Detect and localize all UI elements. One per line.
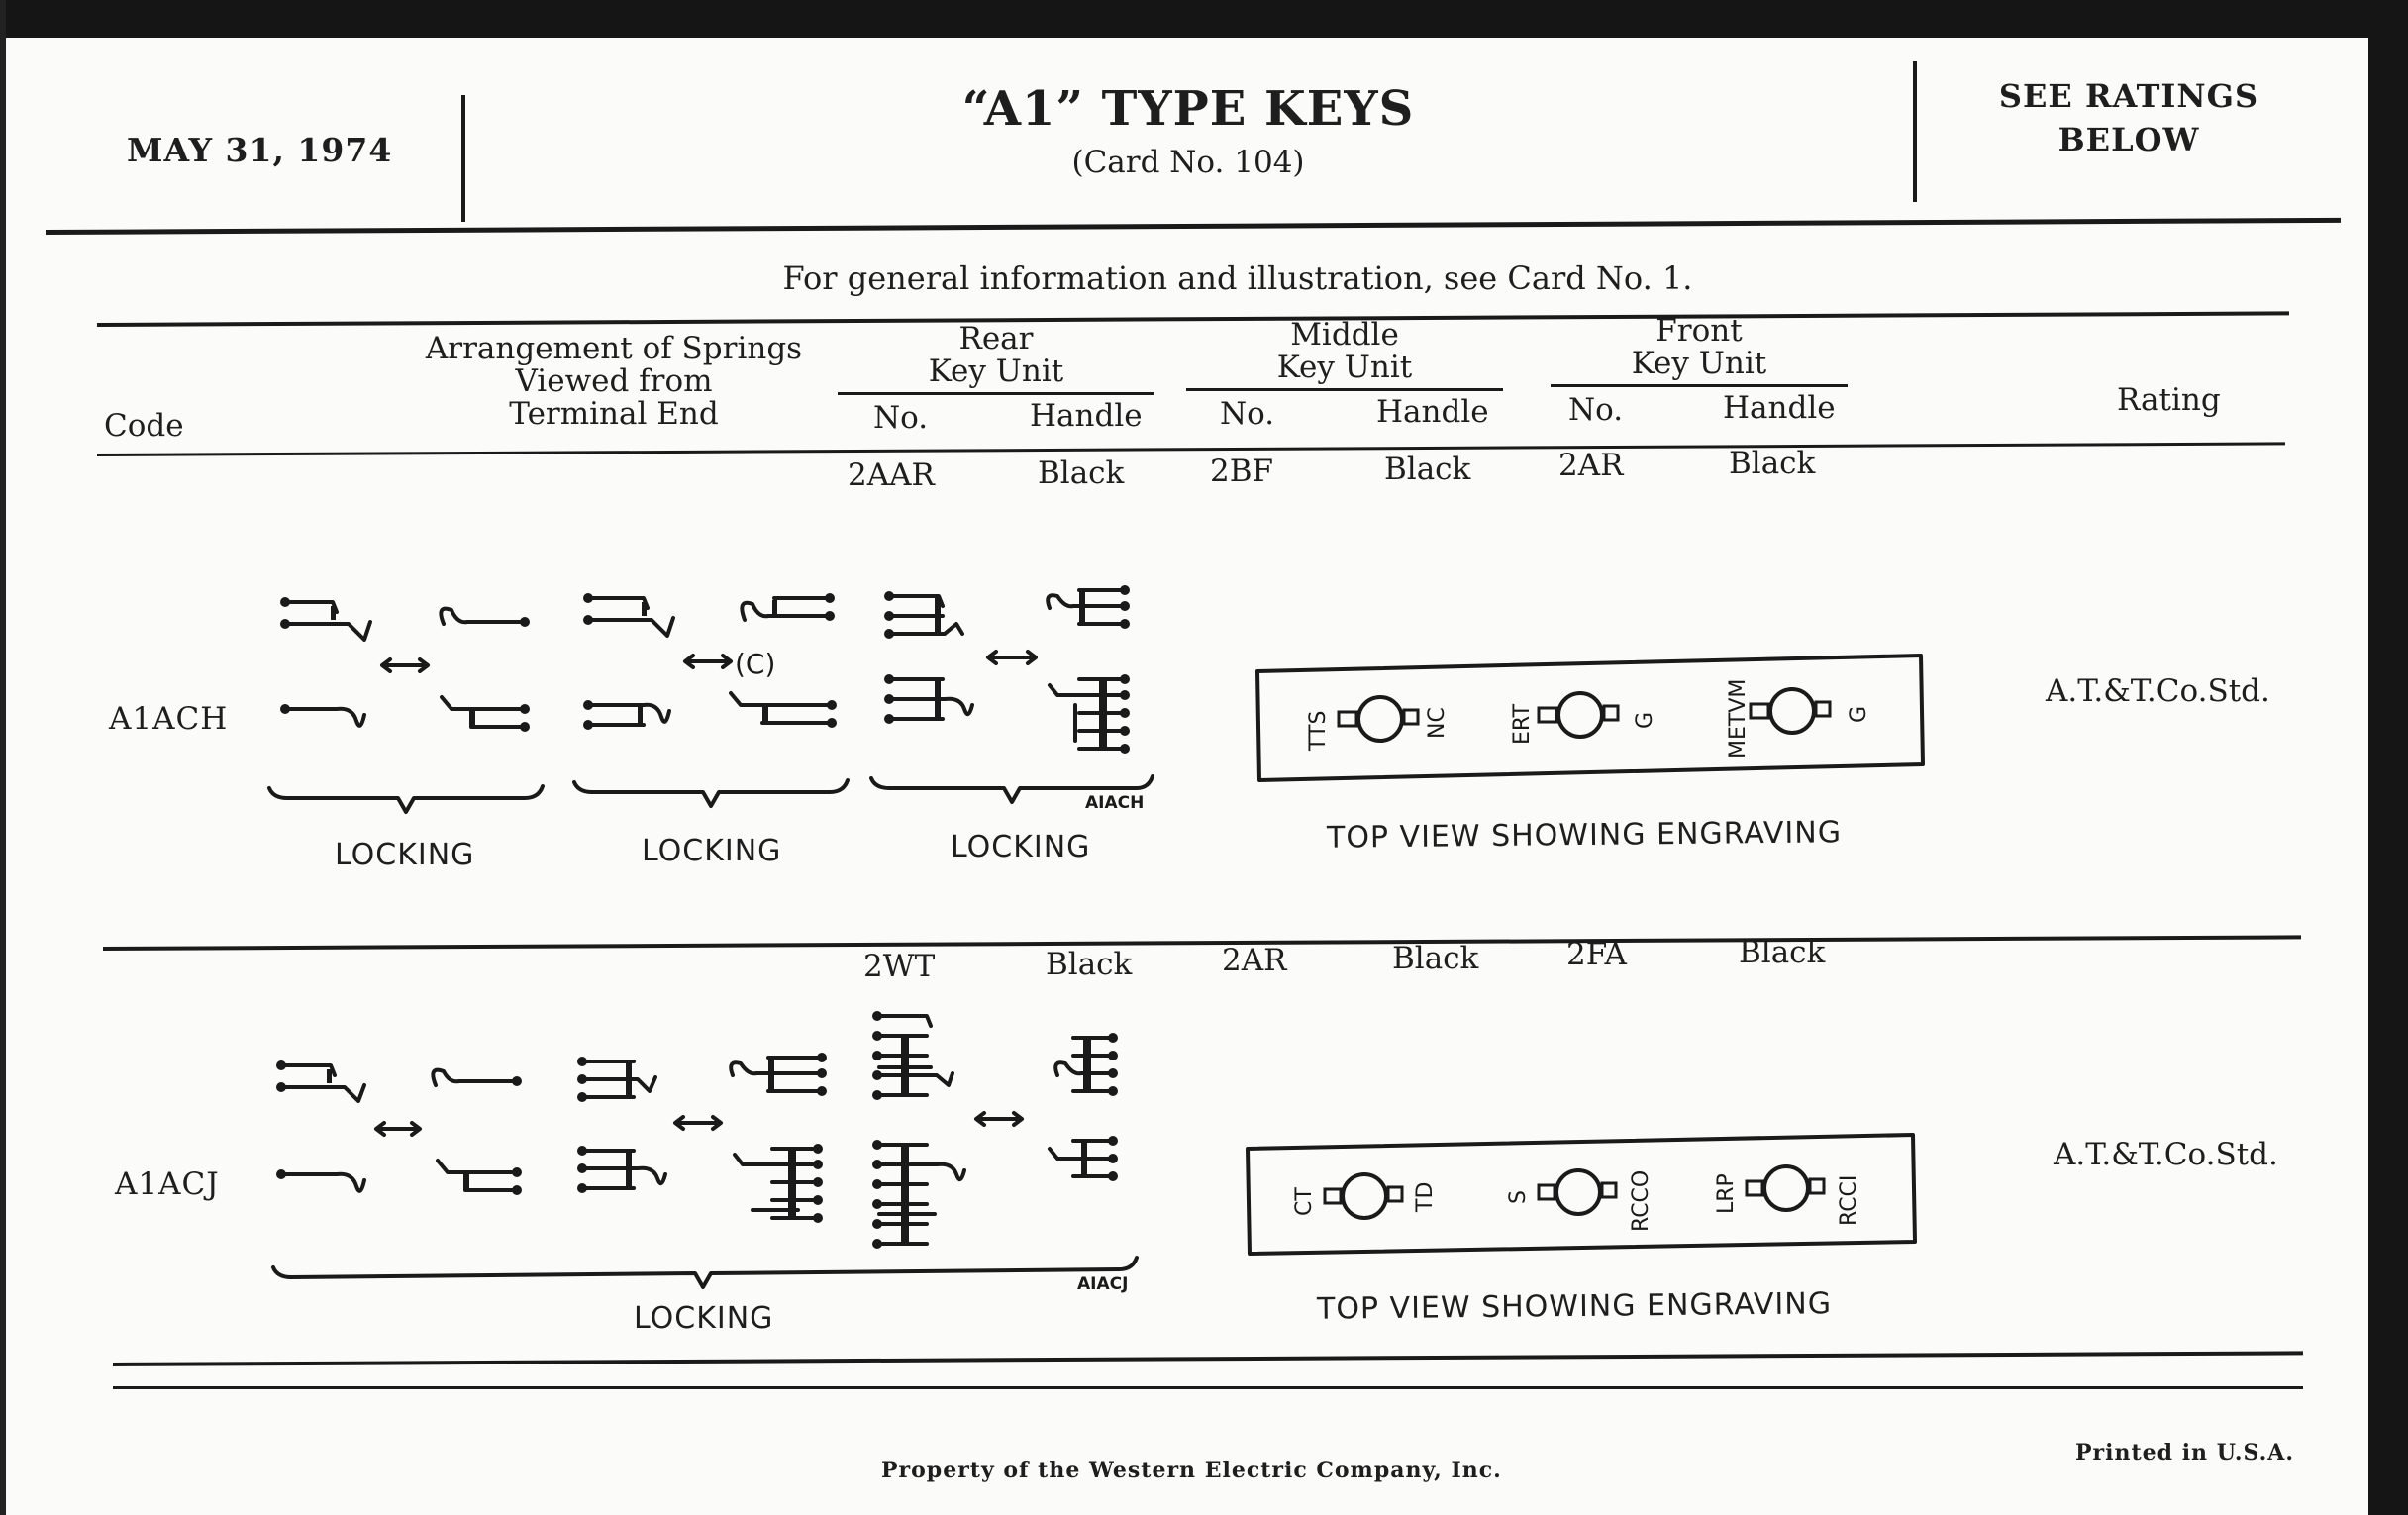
col-middle-line1: Middle: [1290, 317, 1399, 353]
bottom-rule: [113, 1386, 2303, 1389]
col-front-line2: Key Unit: [1631, 346, 1767, 381]
row2-code: A1ACJ: [115, 1166, 220, 1202]
row1-locking-1: LOCKING: [335, 838, 475, 872]
row2-middle-handle: Black: [1392, 941, 1479, 976]
col-arrangement-line2: Viewed from: [515, 363, 713, 399]
rear-handle-heading: Handle: [1030, 398, 1143, 434]
row2-middle-no: 2AR: [1222, 943, 1287, 978]
row2-rating: A.T.&T.Co.Std.: [2054, 1137, 2278, 1172]
row2-engrave-1-left: CT: [1292, 1187, 1317, 1216]
col-middle-line2: Key Unit: [1276, 350, 1413, 385]
row2-front-no: 2FA: [1566, 937, 1627, 972]
row2-key-button-1: [1325, 1174, 1402, 1218]
row2-engrave-2-right: RCCO: [1629, 1169, 1654, 1232]
row1-middle-no: 2BF: [1210, 454, 1274, 489]
card-title: “A1” TYPE KEYS: [961, 81, 1415, 137]
row1-middle-handle: Black: [1384, 452, 1471, 487]
row1-engrave-2-right: G: [1633, 711, 1657, 729]
row1-engrave-1-right: NC: [1425, 707, 1450, 739]
row1-engrave-1-left: TTS: [1306, 710, 1331, 751]
col-rear-line1: Rear: [958, 321, 1034, 356]
row1-rear-handle: Black: [1038, 455, 1125, 491]
row1-locking-2: LOCKING: [642, 834, 782, 868]
row2-diagram-tag: AIACJ: [1077, 1274, 1129, 1294]
general-info: For general information and illustration, see Card No. 1.: [782, 259, 1693, 297]
ratings-note-line2: BELOW: [2057, 121, 2200, 158]
row1-locking-3: LOCKING: [951, 830, 1091, 864]
row1-code: A1ACH: [109, 701, 229, 737]
row1-engrave-3-left: METVM: [1726, 678, 1751, 758]
col-arrangement-line1: Arrangement of Springs: [425, 331, 803, 366]
col-rating: Rating: [2117, 382, 2221, 418]
row1-top-view-caption: TOP VIEW SHOWING ENGRAVING: [1326, 815, 1843, 856]
row2-key-button-3: [1747, 1166, 1824, 1210]
col-front-line1: Front: [1656, 313, 1743, 349]
footer-printed: Printed in U.S.A.: [2075, 1440, 2295, 1465]
row1-engrave-3-right: G: [1847, 705, 1871, 723]
ratings-note-line1: SEE RATINGS: [1998, 77, 2259, 115]
row1-front-no: 2AR: [1558, 448, 1624, 483]
row2-front-handle: Black: [1739, 935, 1826, 970]
row2-top-view-caption: TOP VIEW SHOWING ENGRAVING: [1316, 1286, 1833, 1327]
footer-property: Property of the Western Electric Company, Inc.: [881, 1458, 1502, 1483]
row2-rear-no: 2WT: [863, 949, 936, 984]
card-date: MAY 31, 1974: [127, 131, 393, 169]
row2-engrave-2-left: S: [1506, 1190, 1531, 1204]
row1-rating: A.T.&T.Co.Std.: [2046, 673, 2270, 709]
col-code: Code: [104, 408, 184, 444]
row2-key-button-2: [1539, 1170, 1616, 1214]
row1-engrave-2-left: ERT: [1510, 703, 1535, 745]
row1-diagram-tag: AIACH: [1085, 793, 1145, 813]
row2-rear-handle: Black: [1046, 947, 1133, 982]
front-no-heading: No.: [1568, 392, 1624, 428]
row1-c-label: (C): [735, 648, 776, 680]
row2-engrave-1-right: TD: [1413, 1181, 1438, 1212]
row1-rear-no: 2AAR: [848, 457, 935, 493]
card-number: (Card No. 104): [1071, 145, 1305, 180]
middle-handle-heading: Handle: [1376, 394, 1489, 430]
col-arrangement-line3: Terminal End: [509, 396, 719, 432]
middle-no-heading: No.: [1220, 396, 1275, 432]
rear-no-heading: No.: [873, 400, 929, 436]
col-rear-line2: Key Unit: [928, 354, 1064, 389]
front-handle-heading: Handle: [1723, 390, 1836, 426]
row2-engrave-3-right: RCCI: [1837, 1174, 1861, 1226]
row2-locking: LOCKING: [634, 1301, 774, 1336]
row2-engrave-3-left: LRP: [1714, 1173, 1739, 1214]
row1-front-handle: Black: [1729, 446, 1816, 481]
